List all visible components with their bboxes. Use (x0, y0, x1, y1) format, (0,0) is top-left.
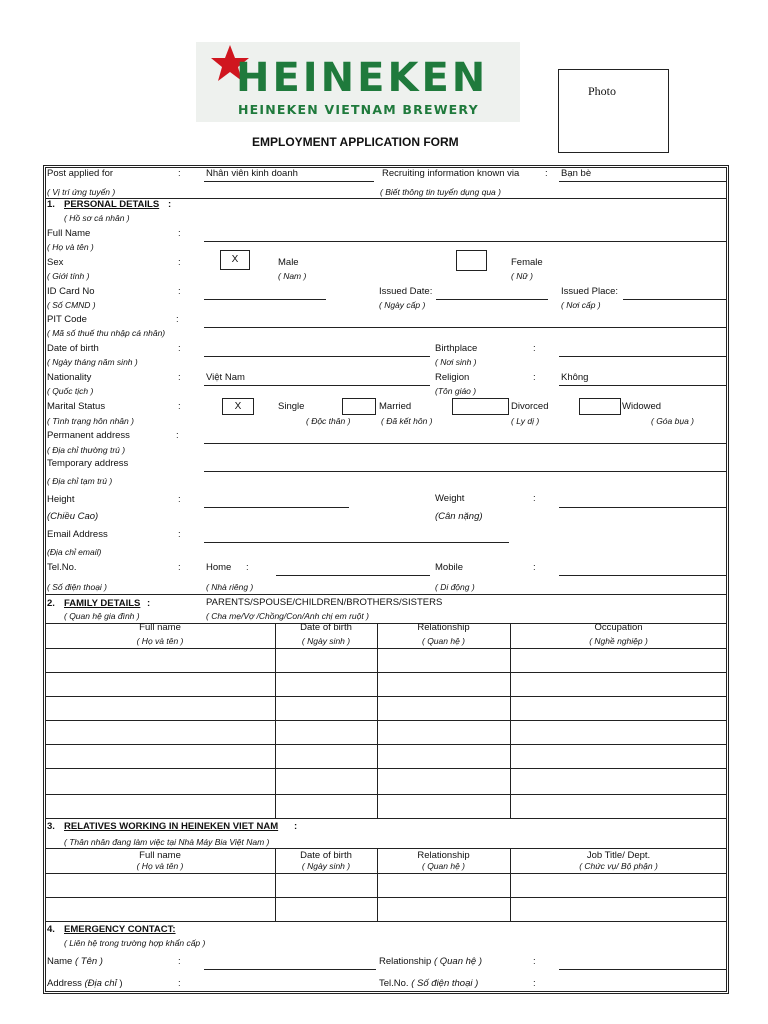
female-checkbox[interactable] (456, 250, 487, 271)
table-row[interactable] (45, 768, 727, 769)
s3-col-dob-vi: ( Ngày sinh ) (301, 861, 351, 871)
male-vi: ( Nam ) (278, 271, 307, 281)
table-row[interactable] (45, 696, 727, 697)
s2-desc: PARENTS/SPOUSE/CHILDREN/BROTHERS/SISTERS (206, 597, 443, 608)
s2-title: FAMILY DETAILS (64, 598, 141, 609)
idcard-vi: ( Số CMND ) (47, 300, 96, 310)
fullname-label: Full Name (47, 228, 91, 239)
colon: : (178, 168, 181, 179)
colon: : (294, 821, 298, 832)
divorced-label: Divorced (511, 401, 549, 412)
permanent-vi: ( Địa chỉ thường trú ) (47, 445, 126, 455)
single-checkbox[interactable]: X (222, 398, 254, 415)
weight-label: Weight (435, 493, 465, 504)
colon: : (178, 529, 181, 540)
s2-desc-vi: ( Cha mẹ/Vợ /Chồng/Con/Anh chị em ruột ) (206, 611, 369, 621)
colon: : (168, 199, 172, 210)
colon: : (178, 978, 181, 989)
widowed-checkbox[interactable] (579, 398, 621, 415)
recruit-label-vi: ( Biết thông tin tuyển dụng qua ) (380, 187, 501, 197)
religion-value[interactable]: Không (561, 372, 589, 383)
recruit-value[interactable]: Bạn bè (561, 168, 592, 179)
pit-vi: ( Mã số thuế thu nhập cá nhân) (47, 328, 166, 338)
colon: : (533, 978, 536, 989)
weight-field[interactable] (559, 507, 727, 508)
table-row[interactable] (45, 794, 727, 795)
s2-col-dob-vi: ( Ngày sinh ) (301, 636, 351, 646)
emergency-name-label: Name ( Tên ) (47, 956, 103, 967)
emergency-relationship-label: Relationship ( Quan hệ ) (379, 956, 482, 967)
table-row[interactable] (45, 744, 727, 745)
pit-label: PIT Code (47, 314, 87, 325)
s3-col-dob: Date of birth (300, 850, 352, 861)
colon: : (178, 494, 181, 505)
religion-label: Religion (435, 372, 470, 383)
colon: : (533, 343, 536, 354)
post-label-vi: ( Vị trí ứng tuyển ) (47, 187, 116, 197)
s2-col-fullname: Full name (139, 622, 181, 633)
email-field[interactable] (204, 542, 509, 543)
brand-subtitle: HEINEKEN VIETNAM BREWERY (238, 102, 479, 117)
female-vi: ( Nữ ) (511, 271, 533, 281)
birthplace-label: Birthplace (435, 343, 478, 354)
sex-vi: ( Giới tính ) (47, 271, 90, 281)
issued-date-vi: ( Ngày cấp ) (379, 300, 426, 310)
temporary-field[interactable] (204, 471, 727, 472)
marital-vi: ( Tình trạng hôn nhân ) (47, 416, 134, 426)
divorced-checkbox[interactable] (452, 398, 509, 415)
recruit-label: Recruiting information known via (382, 168, 520, 179)
dob-vi: ( Ngày tháng năm sinh ) (47, 357, 138, 367)
male-label: Male (278, 257, 299, 268)
colon: : (533, 956, 536, 967)
height-vi: (Chiều Cao) (47, 511, 99, 522)
heineken-logo (196, 42, 520, 122)
birthplace-vi: ( Nơi sinh ) (435, 357, 477, 367)
married-vi: ( Đã kết hôn ) (381, 416, 433, 426)
temporary-vi: ( Địa chỉ tạm trú ) (47, 476, 113, 486)
colon: : (178, 956, 181, 967)
table-row[interactable] (45, 897, 727, 898)
photo-label: Photo (588, 84, 617, 98)
height-label: Height (47, 494, 75, 505)
s3-col-relationship: Relationship (417, 850, 470, 861)
emergency-tel-field[interactable] (559, 991, 727, 992)
married-label: Married (379, 401, 412, 412)
emergency-address-field[interactable] (204, 991, 376, 992)
divorced-vi: ( Ly dị ) (511, 416, 540, 426)
dob-label: Date of birth (47, 343, 99, 354)
fullname-field[interactable] (204, 241, 727, 242)
permanent-label: Permanent address (47, 430, 130, 441)
tel-label: Tel.No. (47, 562, 77, 573)
colon: : (178, 372, 181, 383)
s2-col-fullname-vi: ( Họ và tên ) (136, 636, 184, 646)
issued-date-field[interactable] (436, 299, 548, 300)
widowed-vi: ( Góa bụa ) (651, 416, 694, 426)
colon: : (147, 598, 151, 609)
s1-num: 1. (47, 199, 55, 210)
s4-num: 4. (47, 924, 55, 935)
s3-col-jobtitle-vi: ( Chức vụ/ Bộ phận ) (579, 861, 658, 871)
s3-col-fullname-vi: ( Họ và tên ) (136, 861, 184, 871)
single-vi: ( Độc thân ) (306, 416, 351, 426)
permanent-field[interactable] (204, 443, 727, 444)
s4-title: EMERGENCY CONTACT: (64, 924, 176, 935)
weight-vi: (Cân nặng) (435, 511, 483, 522)
emergency-address-label: Address (Địa chỉ ) (47, 978, 123, 989)
religion-vi: (Tôn giáo ) (435, 386, 477, 396)
s3-num: 3. (47, 821, 55, 832)
colon: : (178, 228, 181, 239)
female-label: Female (511, 257, 543, 268)
emergency-name-field[interactable] (204, 969, 376, 970)
mobile-label: Mobile (435, 562, 463, 573)
table-row[interactable] (45, 720, 727, 721)
colon: : (178, 562, 181, 573)
s1-title: PERSONAL DETAILS (64, 199, 160, 210)
nationality-vi: ( Quốc tịch ) (47, 386, 94, 396)
emergency-tel-label: Tel.No. ( Số điện thoại ) (379, 978, 479, 989)
s2-col-occupation: Occupation (594, 622, 643, 633)
male-checkbox[interactable]: X (220, 250, 250, 270)
s4-title-vi: ( Liên hệ trong trường hợp khẩn cấp ) (64, 938, 206, 948)
colon: : (533, 493, 536, 504)
s3-title-vi: ( Thân nhân đang làm việc tại Nhà Máy Bia Việt Nam ) (64, 837, 270, 847)
widowed-label: Widowed (622, 401, 662, 412)
colon: : (178, 286, 181, 297)
home-vi: ( Nhà riêng ) (206, 582, 254, 592)
height-field[interactable] (204, 507, 349, 508)
dob-field[interactable] (204, 356, 430, 357)
post-label: Post applied for (47, 168, 114, 179)
emergency-relationship-field[interactable] (559, 969, 727, 970)
colon: : (178, 257, 181, 268)
nationality-label: Nationality (47, 372, 92, 383)
issued-place-field[interactable] (623, 299, 727, 300)
s2-title-vi: ( Quan hệ gia đình ) (64, 611, 140, 621)
brand-wordmark: HEINEKEN (236, 55, 489, 101)
s2-col-dob: Date of birth (300, 622, 352, 633)
issued-place-label: Issued Place: (561, 286, 619, 297)
birthplace-field[interactable] (559, 356, 727, 357)
nationality-value[interactable]: Việt Nam (206, 372, 245, 383)
s2-col-occupation-vi: ( Nghề nghiệp ) (589, 636, 648, 646)
email-vi: (Địa chỉ email) (47, 547, 102, 557)
single-label: Single (278, 401, 305, 412)
colon: : (533, 372, 536, 383)
s2-num: 2. (47, 598, 55, 609)
colon: : (533, 562, 536, 573)
mobile-vi: ( Di động ) (435, 582, 475, 592)
s3-col-jobtitle: Job Title/ Dept. (586, 850, 651, 861)
home-phone-field[interactable] (276, 575, 430, 576)
idcard-label: ID Card No (47, 286, 95, 297)
s3-col-fullname: Full name (139, 850, 181, 861)
fullname-vi: ( Họ và tên ) (47, 242, 94, 252)
s3-col-relationship-vi: ( Quan hệ ) (422, 861, 465, 871)
issued-place-vi: ( Nơi cấp ) (561, 300, 601, 310)
colon: : (545, 168, 548, 179)
idcard-field[interactable] (204, 299, 326, 300)
table-row[interactable] (45, 672, 727, 673)
s2-col-relationship-vi: ( Quan hệ ) (422, 636, 465, 646)
issued-date-label: Issued Date: (379, 286, 433, 297)
mobile-field[interactable] (559, 575, 727, 576)
post-value[interactable]: Nhân viên kinh doanh (206, 168, 298, 179)
s1-title-vi: ( Hồ sơ cá nhân ) (64, 213, 130, 223)
s3-title: RELATIVES WORKING IN HEINEKEN VIET NAM (64, 821, 279, 832)
temporary-label: Temporary address (47, 458, 129, 469)
table-row[interactable] (45, 921, 727, 922)
pit-field[interactable] (204, 327, 727, 328)
email-label: Email Address (47, 529, 108, 540)
sex-label: Sex (47, 257, 64, 268)
colon: : (246, 562, 249, 573)
colon: : (178, 401, 181, 412)
marital-label: Marital Status (47, 401, 106, 412)
photo-box (558, 69, 669, 153)
form-title: EMPLOYMENT APPLICATION FORM (252, 135, 459, 149)
home-label: Home (206, 562, 232, 573)
tel-vi: ( Số điện thoại ) (47, 582, 108, 592)
colon: : (176, 314, 179, 325)
colon: : (178, 343, 181, 354)
married-checkbox[interactable] (342, 398, 376, 415)
s2-col-relationship: Relationship (417, 622, 470, 633)
colon: : (176, 430, 179, 441)
